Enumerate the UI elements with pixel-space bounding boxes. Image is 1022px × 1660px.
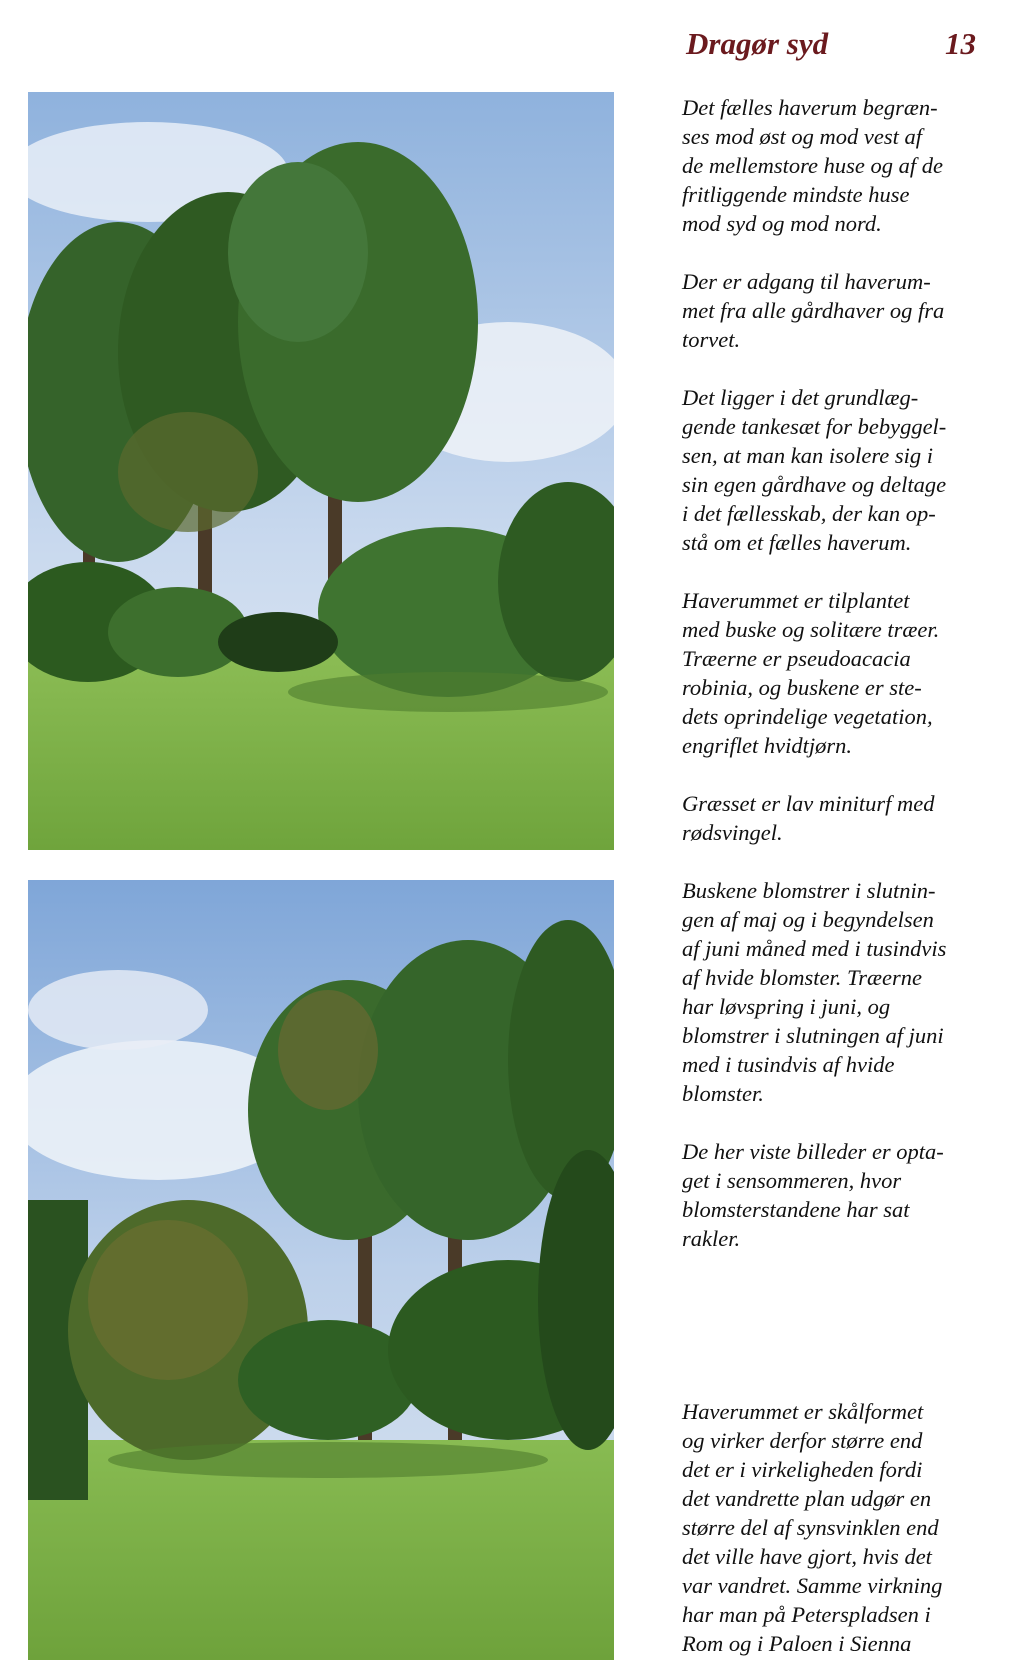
- paragraph: Haverummet er tilplantet med buske og solitære træer. Træerne er pseudoacacia robinia, og buskene er ste- dets oprindelige vegetation, engriflet hvidtjørn.: [682, 588, 940, 758]
- body-text-column: [682, 93, 1002, 1282]
- paragraph: Buskene blomstrer i slutnin- gen af maj og i begyndelsen af juni måned med i tusindvis af hvide blomster. Træerne har løvspring i juni, og blomstrer i slutningen af juni med i tusindvis af hvide blomster.: [682, 878, 947, 1106]
- garden-photo-illustration: [28, 880, 614, 1660]
- paragraph: Der er adgang til haverum- met fra alle gårdhaver og fra torvet.: [682, 269, 945, 352]
- closing-paragraph: Haverummet er skålformet og virker derfor større end det er i virkeligheden fordi det vandrette plan udgør en større del af synsvinklen end det ville have gjort, hvis det var vandret. Samme virkning har man på Peterspladsen i Rom og i Paloen i Sienna: [682, 1399, 943, 1656]
- paragraph: Det ligger i det grundlæg- gende tankesæt for bebyggel- sen, at man kan isolere sig i sin egen gårdhave og deltage i det fællesskab, der kan op- stå om et fælles haverum.: [682, 385, 947, 555]
- page-header: [686, 22, 976, 72]
- photo-garden-trees-bottom: [28, 880, 614, 1660]
- photo-garden-trees-top: [28, 92, 614, 850]
- closing-text-block: [682, 1397, 1002, 1658]
- paragraph: Det fælles haverum begræn- ses mod øst og mod vest af de mellemstore huse og af de fritliggende mindste huse mod syd og mod nord.: [682, 95, 943, 236]
- page-number: 13: [945, 26, 976, 61]
- paragraph: Græsset er lav miniturf med rødsvingel.: [682, 791, 935, 845]
- garden-photo-illustration: [28, 92, 614, 850]
- paragraph: De her viste billeder er opta- get i sensommeren, hvor blomsterstandene har sat rakler.: [682, 1139, 944, 1251]
- section-title: Dragør syd: [686, 26, 829, 61]
